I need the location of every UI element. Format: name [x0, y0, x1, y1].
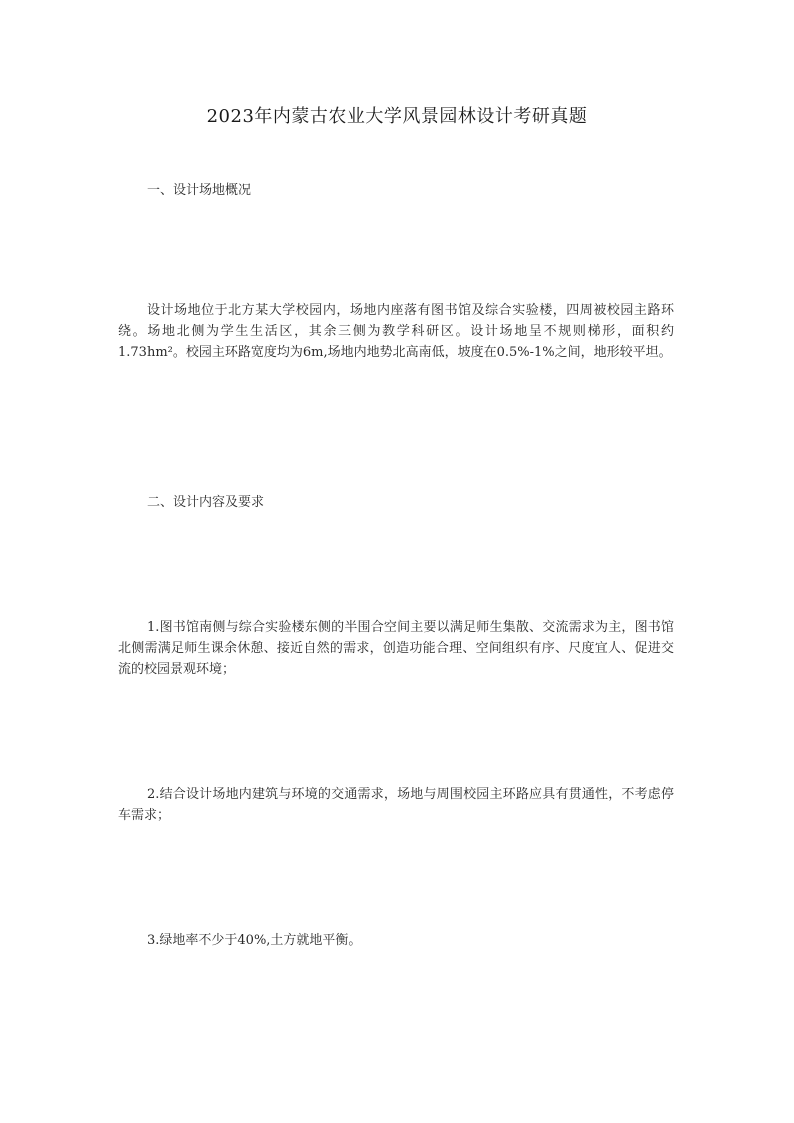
paragraph-requirement-2: 2.结合设计场地内建筑与环境的交通需求，场地与周围校园主环路应具有贯通性，不考虑停车需求； — [118, 787, 674, 823]
section-heading-site-overview: 一、设计场地概况 — [147, 183, 252, 198]
paragraph-requirement-3: 3.绿地率不少于40%,土方就地平衡。 — [147, 933, 362, 948]
section-heading-design-requirements: 二、设计内容及要求 — [147, 495, 265, 510]
document-title: 2023年内蒙古农业大学风景园林设计考研真题 — [206, 106, 588, 127]
paragraph-site-description: 设计场地位于北方某大学校园内，场地内座落有图书馆及综合实验楼，四周被校园主路环绕。场地北侧为学生生活区，其余三侧为教学科研区。设计场地呈不规则梯形，面积约1.73hm²。校园主环路宽度均为6m,场地内地势北高南低，坡度在0.5%-1%之间，地形较平坦。 — [118, 303, 674, 360]
paragraph-requirement-1: 1.图书馆南侧与综合实验楼东侧的半围合空间主要以满足师生集散、交流需求为主，图书馆北侧需满足师生课余休憩、接近自然的需求，创造功能合理、空间组织有序、尺度宜人、促进交流的校园景观环境； — [118, 620, 674, 677]
